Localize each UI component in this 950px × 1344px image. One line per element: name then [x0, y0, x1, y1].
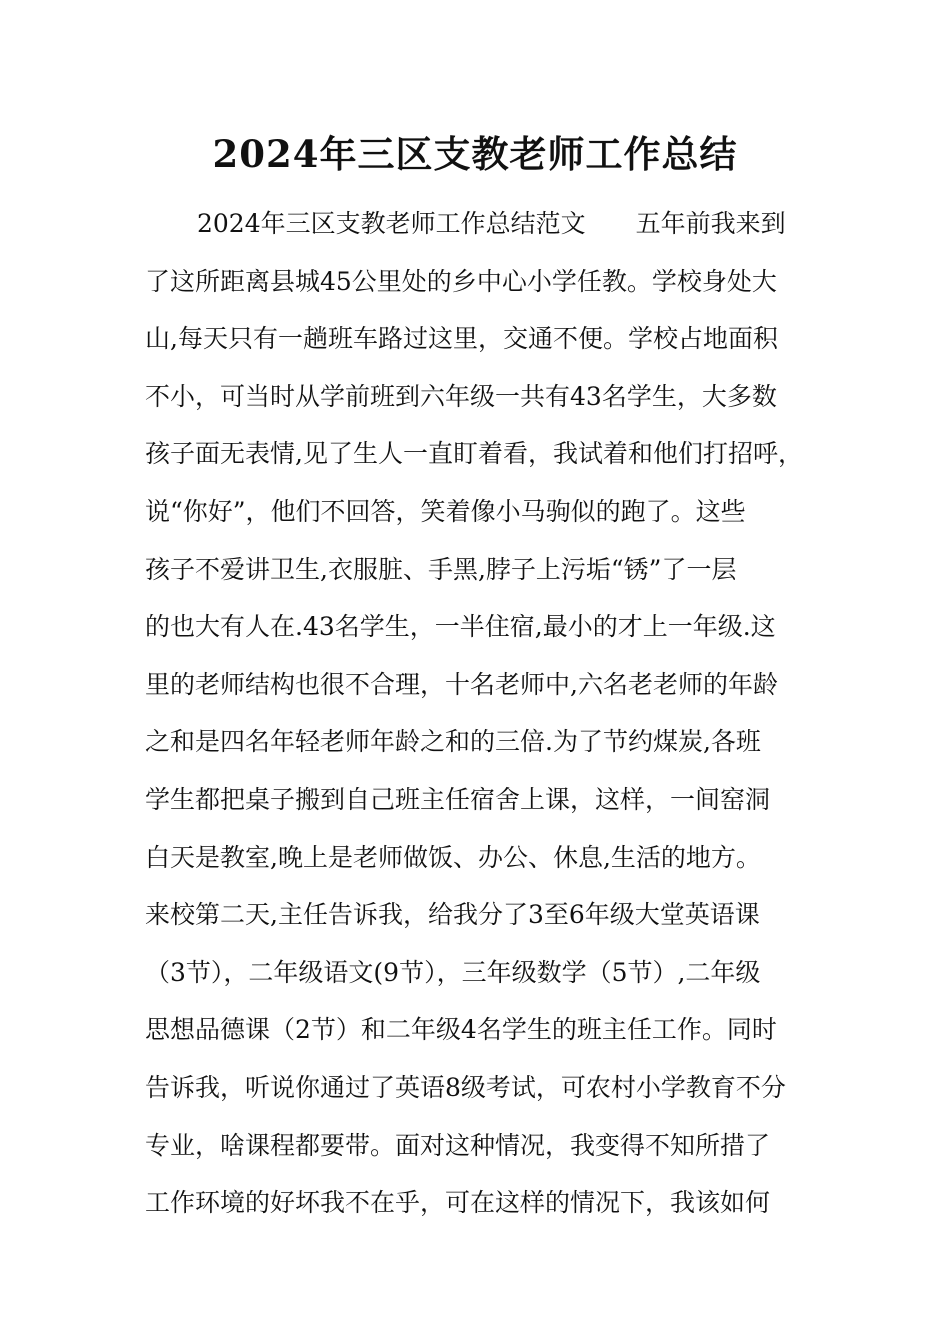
body-line: 2024年三区支教老师工作总结范文 五年前我来到 [197, 209, 786, 238]
body-line: 孩子不爱讲卫生,衣服脏、手黑,脖子上污垢“锈”了一层 [145, 554, 737, 584]
body-line: 孩子面无表情,见了生人一直盯着看，我试着和他们打招呼， [145, 439, 803, 469]
body-line: 里的老师结构也很不合理，十名老师中,六名老老师的年龄 [145, 669, 778, 699]
body-line: 专业，啥课程都要带。面对这种情况，我变得不知所措了 [145, 1130, 771, 1160]
document-title: 2024年三区支教老师工作总结 [212, 132, 738, 176]
body-line: 思想品德课（2节）和二年级4名学生的班主任工作。同时 [145, 1015, 777, 1045]
body-line: 来校第二天,主任告诉我，给我分了3至6年级大堂英语课 [145, 900, 760, 930]
body-line: 的也大有人在.43名学生，一半住宿,最小的才上一年级.这 [145, 612, 776, 642]
body-line: 不小，可当时从学前班到六年级一共有43名学生，大多数 [145, 381, 777, 411]
body-line: 学生都把桌子搬到自己班主任宿舍上课，这样，一间窑洞 [145, 784, 771, 814]
body-line: （3节），二年级语文(9节），三年级数学（5节）,二年级 [145, 957, 761, 987]
body-line: 白天是教室,晚上是老师做饭、办公、休息,生活的地方。 [145, 842, 761, 872]
body-line: 山,每天只有一趟班车路过这里，交通不便。学校占地面积 [145, 324, 778, 354]
body-line: 工作环境的好坏我不在乎，可在这样的情况下，我该如何 [145, 1188, 771, 1218]
body-line: 了这所距离县城45公里处的乡中心小学任教。学校身处大 [145, 266, 777, 296]
document-body [145, 203, 825, 1240]
body-line: 告诉我，听说你通过了英语8级考试，可农村小学教育不分 [145, 1072, 786, 1102]
body-line: 之和是四名年轻老师年龄之和的三倍.为了节约煤炭,各班 [145, 727, 761, 757]
body-line: 说“你好”，他们不回答，笑着像小马驹似的跑了。这些 [145, 496, 746, 526]
